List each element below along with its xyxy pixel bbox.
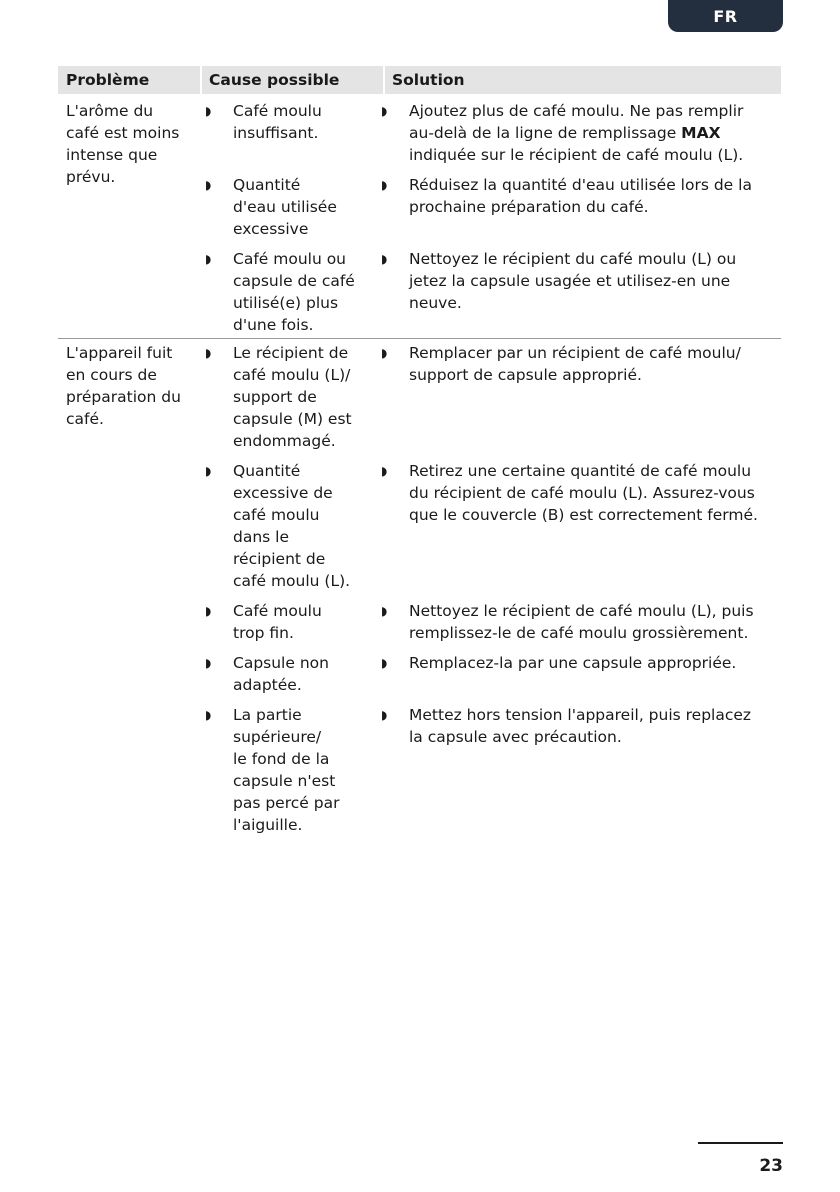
solution-cell: Nettoyez le récipient de café moulu (L), puis remplissez-le de café moulu grossièrement.	[409, 602, 754, 642]
solution-cell: Mettez hors tension l'appareil, puis replacez la capsule avec précaution.	[409, 706, 752, 746]
problem-cell: L'arôme du café est moins intense que prévu.	[66, 102, 180, 186]
bullet-icon: ◗	[381, 656, 388, 670]
table-row	[200, 100, 781, 166]
bullet-icon: ◗	[381, 708, 388, 722]
bullet-icon: ◗	[381, 604, 388, 618]
bullet-icon: ◗	[205, 708, 212, 722]
bullet-icon: ◗	[381, 252, 388, 266]
bullet-icon: ◗	[205, 656, 212, 670]
table-row	[200, 704, 781, 836]
max-label: MAX	[681, 124, 721, 142]
cause-cell: La partie supérieure/ le fond de la capsule n'est pas percé par l'aiguille.	[233, 706, 340, 834]
header-cause: Cause possible	[200, 66, 383, 94]
cause-cell: Café moulu ou capsule de café utilisé(e) plus d'une fois.	[233, 250, 355, 334]
table-row	[200, 248, 781, 336]
language-tab: FR	[668, 0, 783, 32]
troubleshooting-table	[58, 66, 781, 844]
bullet-icon: ◗	[205, 604, 212, 618]
table-row	[200, 460, 781, 592]
table-group-leak	[58, 339, 781, 844]
bullet-icon: ◗	[205, 178, 212, 192]
solution-cell: Remplacer par un récipient de café moulu/ support de capsule approprié.	[409, 344, 741, 384]
bullet-icon: ◗	[381, 464, 388, 478]
table-row	[200, 652, 781, 696]
header-problem: Problème	[66, 71, 150, 89]
bullet-icon: ◗	[205, 252, 212, 266]
bullet-icon: ◗	[381, 346, 388, 360]
cause-cell: Café moulu trop fin.	[233, 602, 322, 642]
solution-cell: Ajoutez plus de café moulu. Ne pas remplir au-delà de la ligne de remplissage MAX indiquée sur le récipient de café moulu (L).	[409, 102, 744, 164]
table-row	[200, 600, 781, 644]
bullet-icon: ◗	[205, 464, 212, 478]
bullet-icon: ◗	[381, 104, 388, 118]
solution-cell: Remplacez-la par une capsule appropriée.	[409, 654, 737, 672]
cause-cell: Quantité excessive de café moulu dans le récipient de café moulu (L).	[233, 462, 351, 590]
page-number: 23	[759, 1156, 783, 1176]
footer-rule	[698, 1142, 783, 1144]
table-row	[200, 174, 781, 240]
solution-cell: Retirez une certaine quantité de café moulu du récipient de café moulu (L). Assurez-vous que le couvercle (B) est correctement fermé.	[409, 462, 758, 524]
table-header	[58, 66, 781, 94]
bullet-icon: ◗	[381, 178, 388, 192]
bullet-icon: ◗	[205, 104, 212, 118]
cause-cell: Le récipient de café moulu (L)/ support de capsule (M) est endommagé.	[233, 344, 352, 450]
table-row	[200, 342, 781, 452]
table-group-aroma	[58, 94, 781, 339]
solution-cell: Réduisez la quantité d'eau utilisée lors de la prochaine préparation du café.	[409, 176, 752, 216]
cause-cell: Capsule non adaptée.	[233, 654, 329, 694]
bullet-icon: ◗	[205, 346, 212, 360]
cause-cell: Quantité d'eau utilisée excessive	[233, 176, 337, 238]
problem-cell: L'appareil fuit en cours de préparation du café.	[66, 344, 181, 428]
header-solution: Solution	[383, 66, 781, 94]
solution-cell: Nettoyez le récipient du café moulu (L) ou jetez la capsule usagée et utilisez-en une neuve.	[409, 250, 737, 312]
cause-cell: Café moulu insuffisant.	[233, 102, 322, 142]
